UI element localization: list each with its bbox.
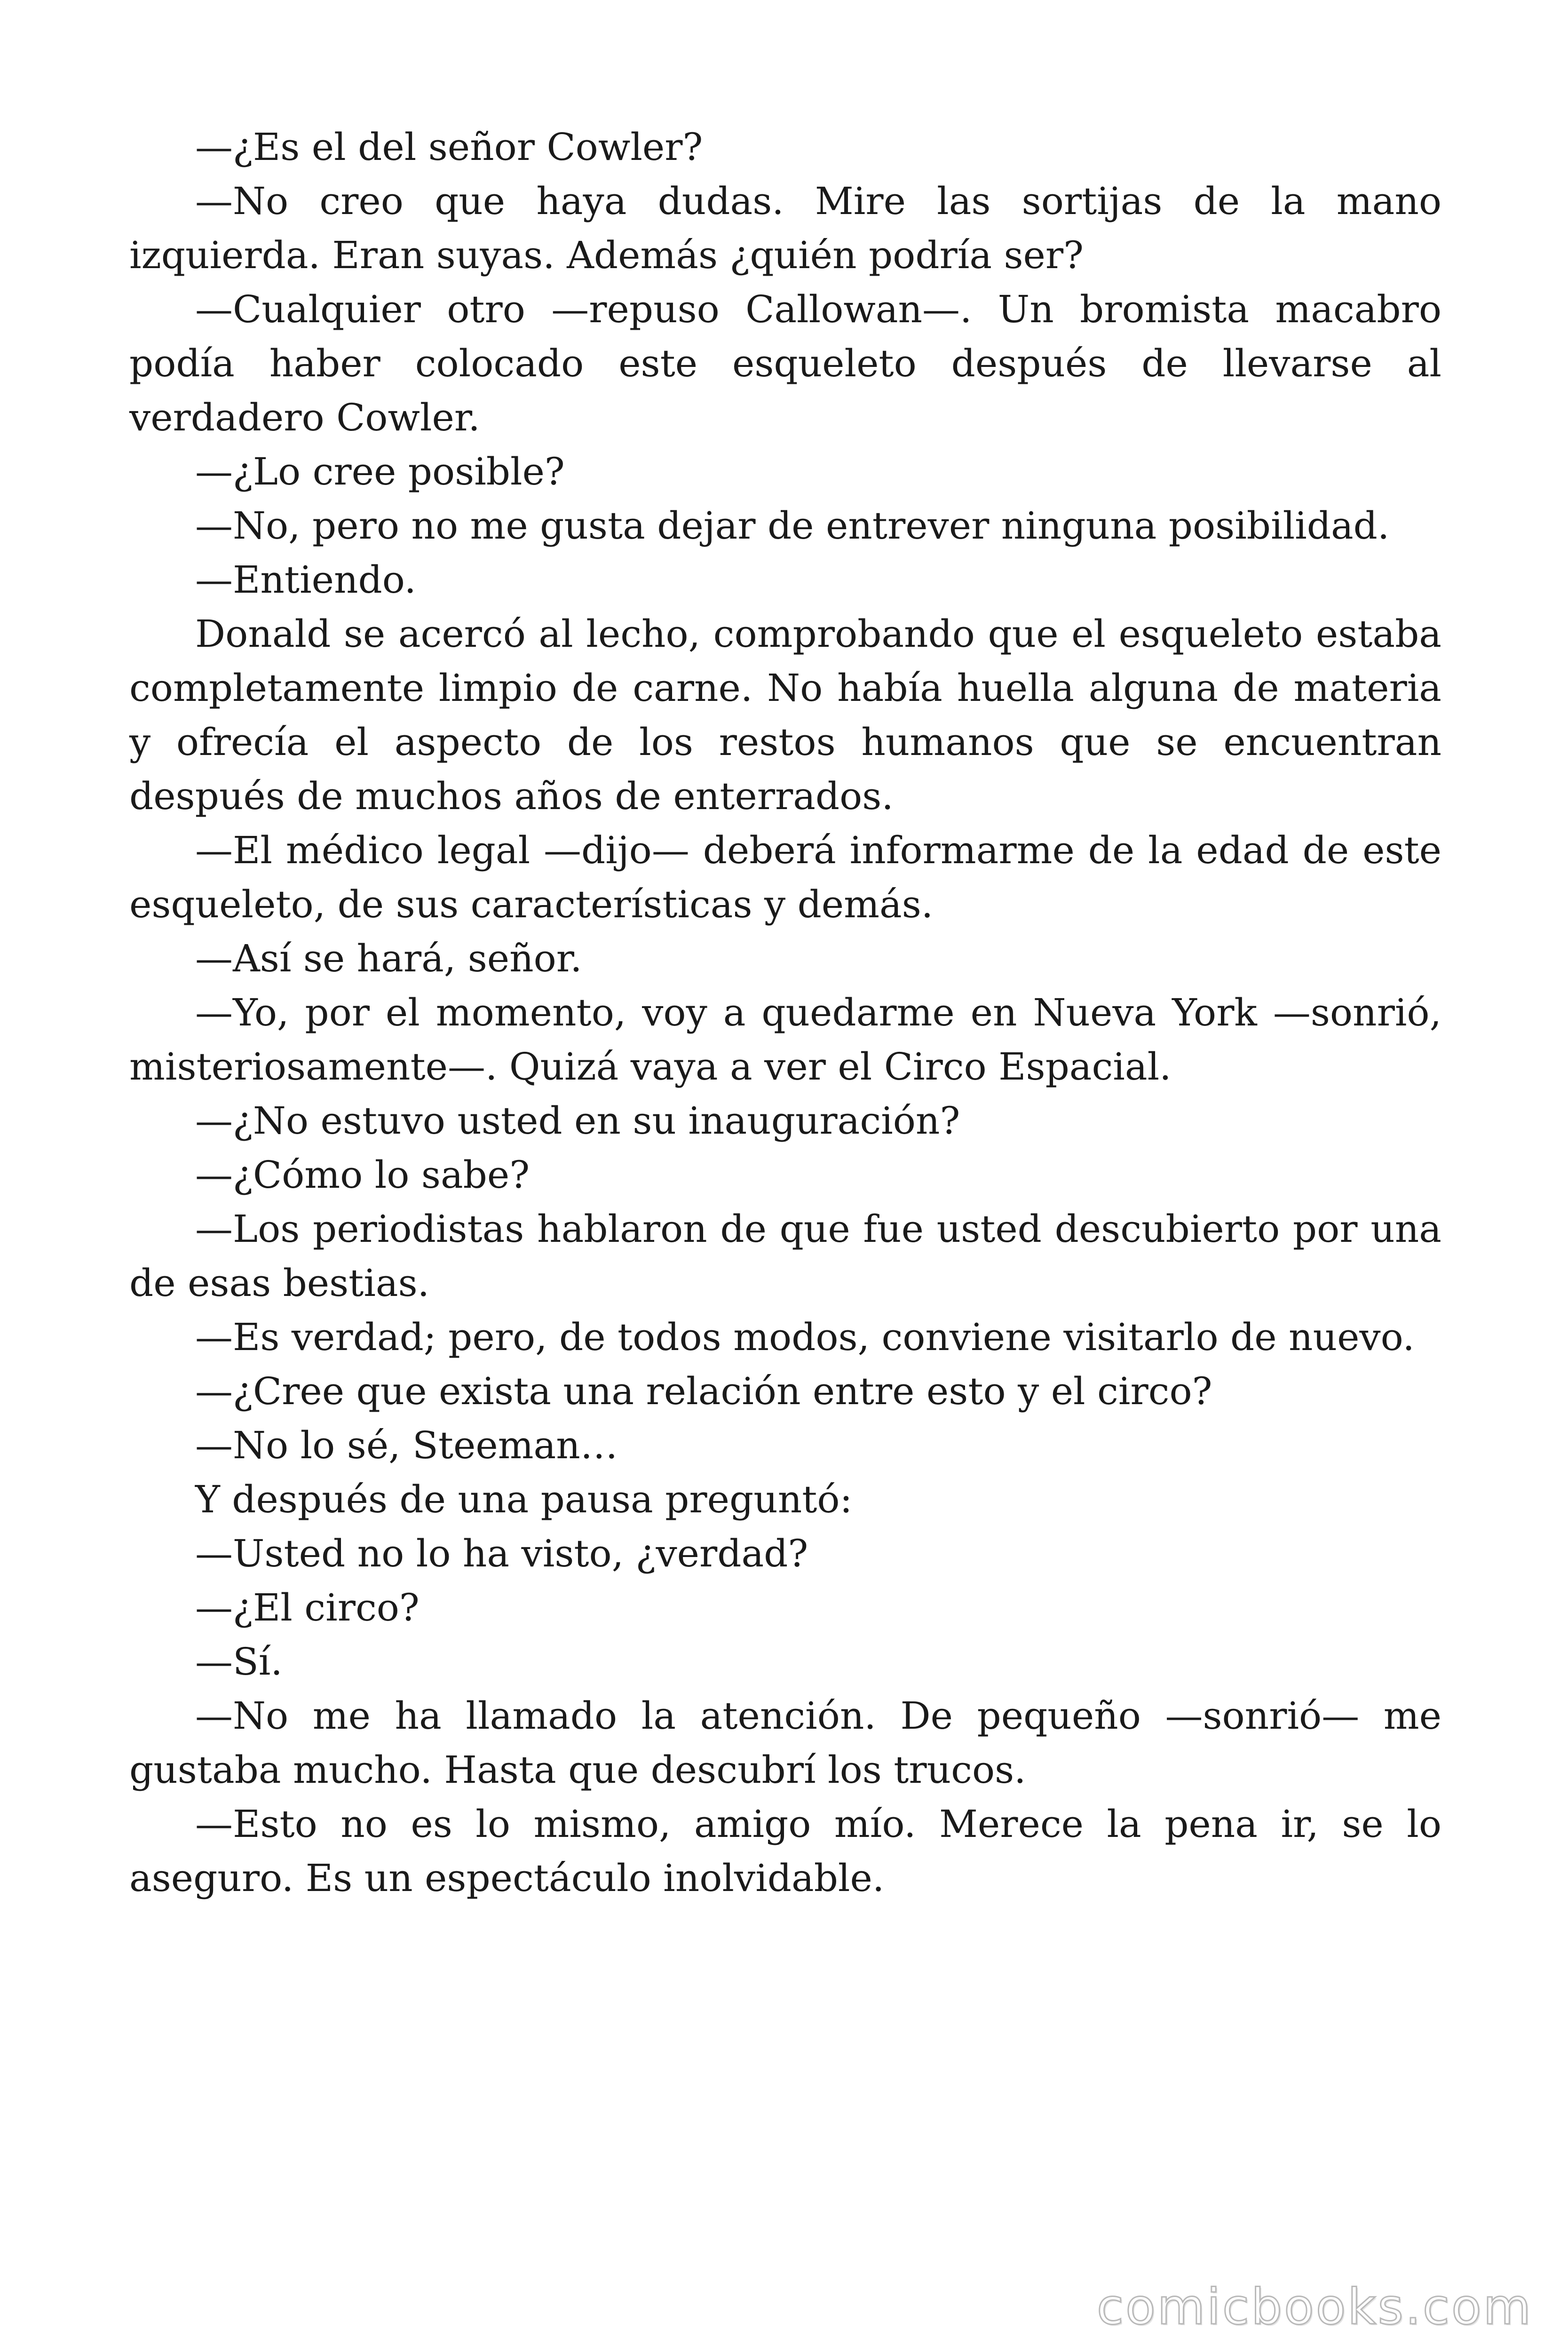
paragraph: —¿El circo? xyxy=(195,1586,420,1629)
paragraph: —No me ha llamado la atención. De pequeño —sonrió— me gustaba mucho. Hasta que descubrí los trucos. xyxy=(129,1694,1441,1792)
paragraph: Donald se acercó al lecho, comprobando que el esqueleto estaba completamente limpio de carne. No había huella alguna de materia y ofrecía el aspecto de los restos humanos que se encuentran después de muchos años de enterrados. xyxy=(129,612,1441,818)
paragraph: —¿Lo cree posible? xyxy=(195,450,565,493)
paragraph: Y después de una pausa preguntó: xyxy=(195,1478,853,1521)
paragraph: —El médico legal —dijo— deberá informarme de la edad de este esqueleto, de sus características y demás. xyxy=(129,828,1441,926)
paragraph: —Sí. xyxy=(195,1640,283,1684)
paragraph: —No, pero no me gusta dejar de entrever ninguna posibilidad. xyxy=(195,504,1390,548)
paragraph: —No creo que haya dudas. Mire las sortijas de la mano izquierda. Eran suyas. Además ¿quién podría ser? xyxy=(129,179,1441,277)
paragraph: —Esto no es lo mismo, amigo mío. Merece la pena ir, se lo aseguro. Es un espectáculo inolvidable. xyxy=(129,1802,1441,1900)
page-text xyxy=(129,120,1441,1905)
paragraph: —Cualquier otro —repuso Callowan—. Un bromista macabro podía haber colocado este esqueleto después de llevarse al verdadero Cowler. xyxy=(129,287,1441,439)
watermark: comicbooks.com xyxy=(1096,2278,1533,2336)
paragraph: —¿No estuvo usted en su inauguración? xyxy=(195,1099,960,1143)
paragraph: —Los periodistas hablaron de que fue usted descubierto por una de esas bestias. xyxy=(129,1207,1441,1305)
paragraph: —Así se hará, señor. xyxy=(195,937,582,980)
paragraph: —¿Cómo lo sabe? xyxy=(195,1153,530,1197)
paragraph: —Es verdad; pero, de todos modos, conviene visitarlo de nuevo. xyxy=(195,1315,1415,1359)
paragraph: —¿Cree que exista una relación entre esto y el circo? xyxy=(195,1369,1212,1413)
paragraph: —No lo sé, Steeman… xyxy=(195,1423,618,1467)
paragraph: —Yo, por el momento, voy a quedarme en Nueva York —sonrió, misteriosamente—. Quizá vaya a ver el Circo Espacial. xyxy=(129,991,1441,1089)
paragraph: —Usted no lo ha visto, ¿verdad? xyxy=(195,1532,808,1575)
paragraph: —¿Es el del señor Cowler? xyxy=(195,125,703,169)
paragraph: —Entiendo. xyxy=(195,558,416,602)
